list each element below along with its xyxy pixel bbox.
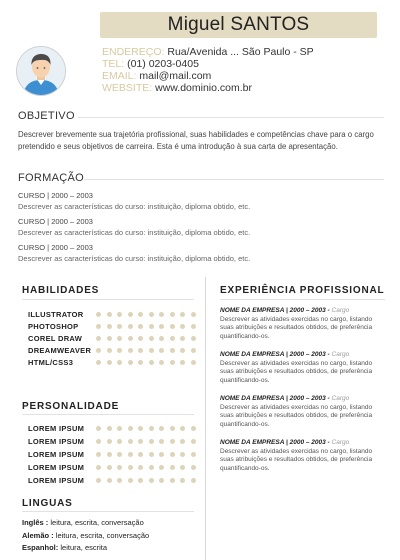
rating-dot [128, 348, 133, 353]
rating-dot [191, 452, 196, 457]
rating-dot [128, 439, 133, 444]
rating-dot [107, 324, 112, 329]
rating-dot [128, 452, 133, 457]
rating-dot [149, 465, 154, 470]
contact-phone [102, 58, 314, 70]
job-role: Cargo [331, 351, 350, 358]
rating-dot [180, 452, 185, 457]
contact-address [102, 46, 314, 58]
education-title: FORMAÇÃO [18, 172, 84, 184]
rating-dot [107, 439, 112, 444]
section-divider [22, 414, 194, 415]
language-name: Alemão : [22, 531, 54, 540]
contact-value: mail@mail.com [139, 70, 212, 82]
rating-dot [191, 465, 196, 470]
rating-dot [191, 478, 196, 483]
rating-dot [96, 426, 101, 431]
rating-dot [170, 324, 175, 329]
rating-dot [191, 348, 196, 353]
rating-dot [107, 312, 112, 317]
rating-dot [117, 478, 122, 483]
job-desc: Descrever as atividades exercidas no cargo, listando suas atribuições e resultados obtidos, de preferência quantificando-os. [220, 359, 373, 384]
section-divider [22, 299, 194, 300]
trait-name: LOREM IPSUM [28, 476, 85, 485]
rating-dot [180, 312, 185, 317]
course-desc: Descrever as características do curso: instituição, diploma obtido, etc. [18, 227, 251, 237]
language-item [22, 543, 107, 552]
contact-label: ENDEREÇO: [102, 46, 165, 58]
rating-dot [138, 452, 143, 457]
name-banner [100, 12, 377, 38]
personality-title: PERSONALIDADE [22, 401, 120, 412]
trait-name: LOREM IPSUM [28, 450, 85, 459]
skill-name: COREL DRAW [28, 334, 83, 343]
rating-dot [149, 439, 154, 444]
rating-dot [107, 478, 112, 483]
rating-dot [191, 426, 196, 431]
rating-dot [180, 426, 185, 431]
rating-dot [159, 312, 164, 317]
job-item [220, 439, 385, 473]
trait-name: LOREM IPSUM [28, 424, 85, 433]
contact-value: Rua/Avenida ... São Paulo - SP [167, 46, 314, 58]
skills-title: HABILIDADES [22, 285, 100, 296]
skill-name: ILLUSTRATOR [28, 310, 84, 319]
job-company: NOME DA EMPRESA | 2000 – 2003 - [220, 395, 330, 402]
trait-level-dots [96, 439, 196, 444]
job-heading [220, 351, 385, 360]
contact-block [102, 46, 314, 94]
rating-dot [170, 439, 175, 444]
rating-dot [117, 452, 122, 457]
rating-dot [96, 336, 101, 341]
rating-dot [128, 360, 133, 365]
rating-dot [191, 360, 196, 365]
rating-dot [191, 312, 196, 317]
job-item [220, 395, 385, 429]
objective-text: Descrever brevemente sua trajetória profissional, suas habilidades e competências chave para o cargo pretendido e seus objetivos de carreira. Esta é uma introdução à sua carta de apresentação. [18, 130, 374, 151]
rating-dot [128, 465, 133, 470]
course-heading: CURSO | 2000 – 2003 [18, 217, 93, 226]
job-role: Cargo [331, 439, 350, 446]
rating-dot [138, 336, 143, 341]
rating-dot [117, 324, 122, 329]
rating-dot [107, 348, 112, 353]
rating-dot [170, 478, 175, 483]
rating-dot [149, 336, 154, 341]
experience-title: EXPERIÊNCIA PROFISSIONAL [220, 285, 385, 296]
rating-dot [107, 336, 112, 341]
section-divider [220, 299, 385, 300]
rating-dot [107, 426, 112, 431]
rating-dot [138, 360, 143, 365]
skill-level-dots [96, 360, 196, 365]
rating-dot [159, 426, 164, 431]
language-item [22, 518, 144, 527]
trait-level-dots [96, 426, 196, 431]
rating-dot [180, 439, 185, 444]
rating-dot [159, 348, 164, 353]
rating-dot [107, 360, 112, 365]
rating-dot [128, 324, 133, 329]
contact-website [102, 82, 314, 94]
rating-dot [180, 324, 185, 329]
language-name: Inglês : [22, 518, 49, 527]
rating-dot [170, 452, 175, 457]
education-item [18, 243, 250, 264]
section-divider [84, 179, 384, 180]
trait-name: LOREM IPSUM [28, 437, 85, 446]
job-heading [220, 439, 385, 448]
full-name: Miguel SANTOS [167, 14, 310, 35]
rating-dot [149, 348, 154, 353]
rating-dot [96, 465, 101, 470]
rating-dot [159, 439, 164, 444]
rating-dot [170, 426, 175, 431]
rating-dot [159, 478, 164, 483]
course-desc: Descrever as características do curso: instituição, diploma obtido, etc. [18, 253, 251, 263]
rating-dot [180, 478, 185, 483]
education-item [18, 191, 250, 212]
rating-dot [128, 426, 133, 431]
rating-dot [96, 439, 101, 444]
rating-dot [159, 452, 164, 457]
rating-dot [191, 439, 196, 444]
course-desc: Descrever as características do curso: instituição, diploma obtido, etc. [18, 201, 251, 211]
rating-dot [159, 324, 164, 329]
job-company: NOME DA EMPRESA | 2000 – 2003 - [220, 351, 330, 358]
rating-dot [180, 360, 185, 365]
rating-dot [149, 324, 154, 329]
contact-label: EMAIL: [102, 70, 137, 82]
job-item [220, 351, 385, 385]
rating-dot [128, 478, 133, 483]
languages-title: LINGUAS [22, 498, 73, 509]
job-role: Cargo [331, 307, 350, 314]
job-desc: Descrever as atividades exercidas no cargo, listando suas atribuições e resultados obtidos, de preferência quantificando-os. [220, 447, 373, 472]
rating-dot [117, 312, 122, 317]
rating-dot [96, 348, 101, 353]
rating-dot [149, 312, 154, 317]
rating-dot [170, 312, 175, 317]
rating-dot [191, 336, 196, 341]
skill-name: DREAMWEAVER [28, 346, 92, 355]
skill-name: HTML/CSS3 [28, 358, 74, 367]
trait-name: LOREM IPSUM [28, 463, 85, 472]
rating-dot [96, 452, 101, 457]
rating-dot [159, 336, 164, 341]
language-item [22, 531, 149, 540]
rating-dot [138, 465, 143, 470]
rating-dot [170, 360, 175, 365]
rating-dot [149, 452, 154, 457]
job-item [220, 307, 385, 341]
rating-dot [138, 324, 143, 329]
rating-dot [96, 312, 101, 317]
language-detail: leitura, escrita, conversação [50, 518, 144, 527]
trait-level-dots [96, 478, 196, 483]
section-divider [78, 117, 384, 118]
language-detail: leitura, escrita [60, 543, 108, 552]
rating-dot [138, 312, 143, 317]
rating-dot [96, 324, 101, 329]
course-heading: CURSO | 2000 – 2003 [18, 191, 93, 200]
contact-email [102, 70, 314, 82]
trait-level-dots [96, 465, 196, 470]
language-detail: leitura, escrita, conversação [55, 531, 150, 540]
job-role: Cargo [331, 395, 350, 402]
rating-dot [170, 465, 175, 470]
contact-label: TEL: [102, 58, 125, 70]
job-company: NOME DA EMPRESA | 2000 – 2003 - [220, 439, 330, 446]
skill-level-dots [96, 336, 196, 341]
rating-dot [191, 324, 196, 329]
job-heading [220, 395, 385, 404]
rating-dot [180, 336, 185, 341]
job-company: NOME DA EMPRESA | 2000 – 2003 - [220, 307, 330, 314]
course-heading: CURSO | 2000 – 2003 [18, 243, 93, 252]
rating-dot [149, 426, 154, 431]
skill-level-dots [96, 348, 196, 353]
rating-dot [117, 348, 122, 353]
section-divider [22, 511, 194, 512]
contact-label: WEBSITE: [102, 82, 153, 94]
rating-dot [128, 312, 133, 317]
trait-level-dots [96, 452, 196, 457]
rating-dot [170, 348, 175, 353]
rating-dot [117, 336, 122, 341]
rating-dot [107, 465, 112, 470]
avatar-icon [16, 46, 66, 96]
rating-dot [117, 439, 122, 444]
education-item [18, 217, 250, 238]
contact-value: (01) 0203-0405 [127, 58, 199, 70]
language-name: Espanhol: [22, 543, 59, 552]
rating-dot [138, 439, 143, 444]
rating-dot [149, 360, 154, 365]
rating-dot [180, 348, 185, 353]
rating-dot [159, 360, 164, 365]
rating-dot [128, 336, 133, 341]
rating-dot [117, 465, 122, 470]
job-desc: Descrever as atividades exercidas no cargo, listando suas atribuições e resultados obtidos, de preferência quantificando-os. [220, 403, 373, 428]
contact-value: www.dominio.com.br [155, 82, 252, 94]
rating-dot [117, 360, 122, 365]
skill-name: PHOTOSHOP [28, 322, 79, 331]
rating-dot [180, 465, 185, 470]
objective-title: OBJETIVO [18, 110, 75, 122]
rating-dot [107, 452, 112, 457]
skill-level-dots [96, 312, 196, 317]
rating-dot [96, 478, 101, 483]
rating-dot [96, 360, 101, 365]
skill-level-dots [96, 324, 196, 329]
rating-dot [149, 478, 154, 483]
rating-dot [170, 336, 175, 341]
rating-dot [159, 465, 164, 470]
rating-dot [117, 426, 122, 431]
rating-dot [138, 426, 143, 431]
job-heading [220, 307, 385, 316]
rating-dot [138, 478, 143, 483]
job-desc: Descrever as atividades exercidas no cargo, listando suas atribuições e resultados obtidos, de preferência quantificando-os. [220, 315, 373, 340]
column-divider [205, 277, 206, 560]
rating-dot [138, 348, 143, 353]
